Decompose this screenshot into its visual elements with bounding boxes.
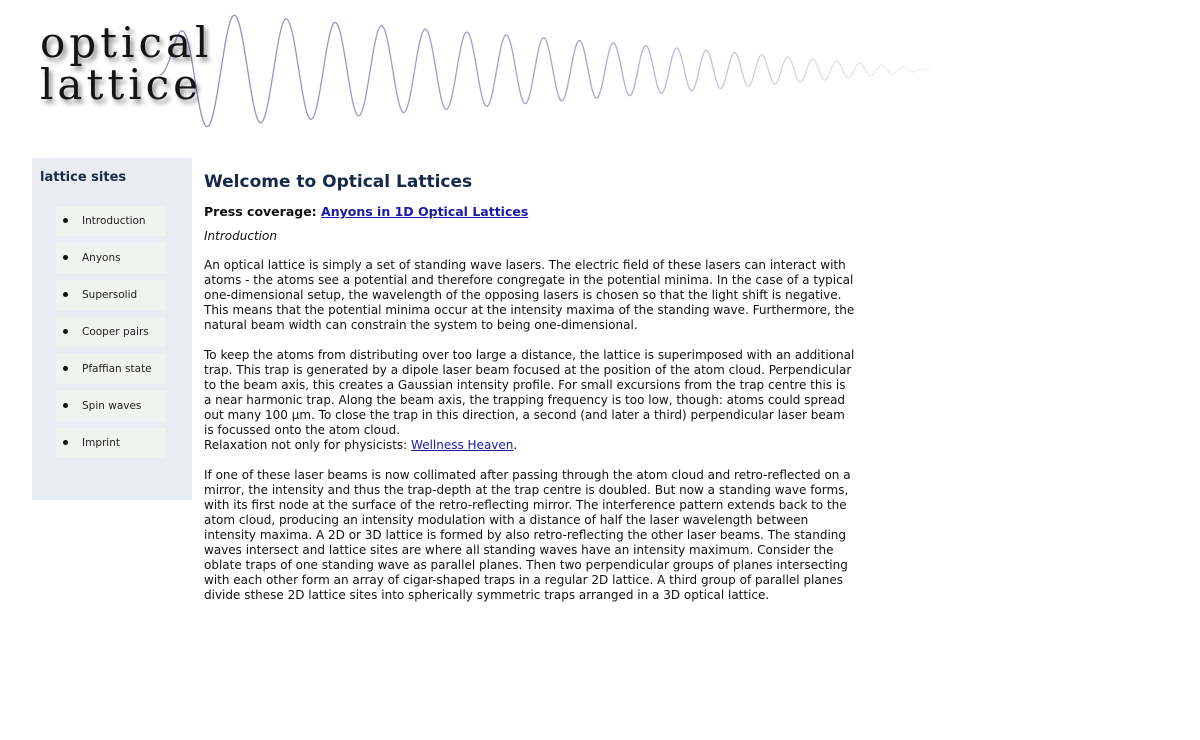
relaxation-text: Relaxation not only for physicists: xyxy=(204,438,408,452)
sidebar-title: lattice sites xyxy=(40,170,127,185)
sidebar-item-label: Pfaffian state xyxy=(82,363,152,375)
sidebar-item-label: Imprint xyxy=(82,437,120,449)
section-heading: Introduction xyxy=(204,229,277,243)
main-content xyxy=(204,170,856,618)
bullet-icon xyxy=(63,329,68,334)
sidebar-item-label: Supersolid xyxy=(82,289,138,301)
bullet-icon xyxy=(63,440,68,445)
press-coverage-link[interactable]: Anyons in 1D Optical Lattices xyxy=(321,204,529,219)
sidebar-item-cooper-pairs[interactable] xyxy=(56,317,166,347)
press-coverage xyxy=(204,204,856,219)
bullet-icon xyxy=(63,366,68,371)
sidebar-item-label: Anyons xyxy=(82,252,121,264)
logo-line-optical: optical xyxy=(40,18,213,67)
sidebar-item-label: Introduction xyxy=(82,215,146,227)
logo-line-lattice: lattice xyxy=(40,60,203,109)
press-coverage-label: Press coverage: xyxy=(204,204,317,219)
sidebar-item-label: Spin waves xyxy=(82,400,142,412)
sidebar-item-imprint[interactable] xyxy=(56,428,166,458)
bullet-icon xyxy=(63,403,68,408)
sidebar-item-supersolid[interactable] xyxy=(56,280,166,310)
paragraph-trap-text: To keep the atoms from distributing over too large a distance, the lattice is superimposed with an additional trap. This trap is generated by a dipole laser beam focused at the position of the atom cloud. Perpendicular to the beam axis, this creates a Gaussian intensity profile. For small excursions from the trap centre this is a near harmonic trap. Along the beam axis, the trapping frequency is too low, though: atoms could spread out many 100 µm. To close the trap in this direction, a second (and later a third) perpendicular laser beam is focussed onto the atom cloud. xyxy=(204,348,855,437)
bullet-icon xyxy=(63,218,68,223)
site-header xyxy=(0,0,1200,140)
page-title: Welcome to Optical Lattices xyxy=(204,172,473,192)
relaxation-end: . xyxy=(513,438,518,452)
standing-wave-line xyxy=(160,15,930,126)
paragraph-lattice: If one of these laser beams is now collimated after passing through the atom cloud and retro-reflected on a mirror, the intensity and thus the trap-depth at the trap centre is doubled. But now a standing wave forms, with its first node at the surface of the retro-reflecting mirror. The interference pattern extends back to the atom cloud, producing an intensity modulation with a distance of half the laser wavelength between intensity maxima. A 2D or 3D lattice is formed by also retro-reflecting the other laser beams. The standing waves intersect and lattice sites are where all standing waves have an intensity maximum. Consider the oblate traps of one standing wave as parallel planes. Then two perpendicular groups of planes intersecting with each other form an array of cigar-shaped traps in a regular 2D lattice. A third group of parallel planes divide sthese 2D lattice sites into spherically symmetric traps arranged in a 3D optical lattice. xyxy=(204,468,851,602)
bullet-icon xyxy=(63,255,68,260)
wellness-heaven-link[interactable]: Wellness Heaven xyxy=(411,438,514,452)
sidebar-item-pfaffian-state[interactable] xyxy=(56,354,166,384)
sidebar-item-label: Cooper pairs xyxy=(82,326,149,338)
paragraph-intro: An optical lattice is simply a set of standing wave lasers. The electric field of these lasers can interact with atoms - the atoms see a potential and therefore congregate in the potential minima. In the case of a typical one-dimensional setup, the wavelength of the opposing lasers is chosen so that the light shift is negative. This means that the potential minima occur at the intensity maxima of the standing wave. Furthermore, the natural beam width can constrain the system to being one-dimensional. xyxy=(204,258,855,332)
sidebar-item-anyons[interactable] xyxy=(56,243,166,273)
bullet-icon xyxy=(63,292,68,297)
paragraph-trap xyxy=(204,348,856,453)
site-logo[interactable] xyxy=(40,18,213,109)
sidebar-nav xyxy=(56,206,166,465)
sidebar xyxy=(32,158,192,500)
sidebar-item-spin-waves[interactable] xyxy=(56,391,166,421)
sidebar-item-introduction[interactable] xyxy=(56,206,166,236)
